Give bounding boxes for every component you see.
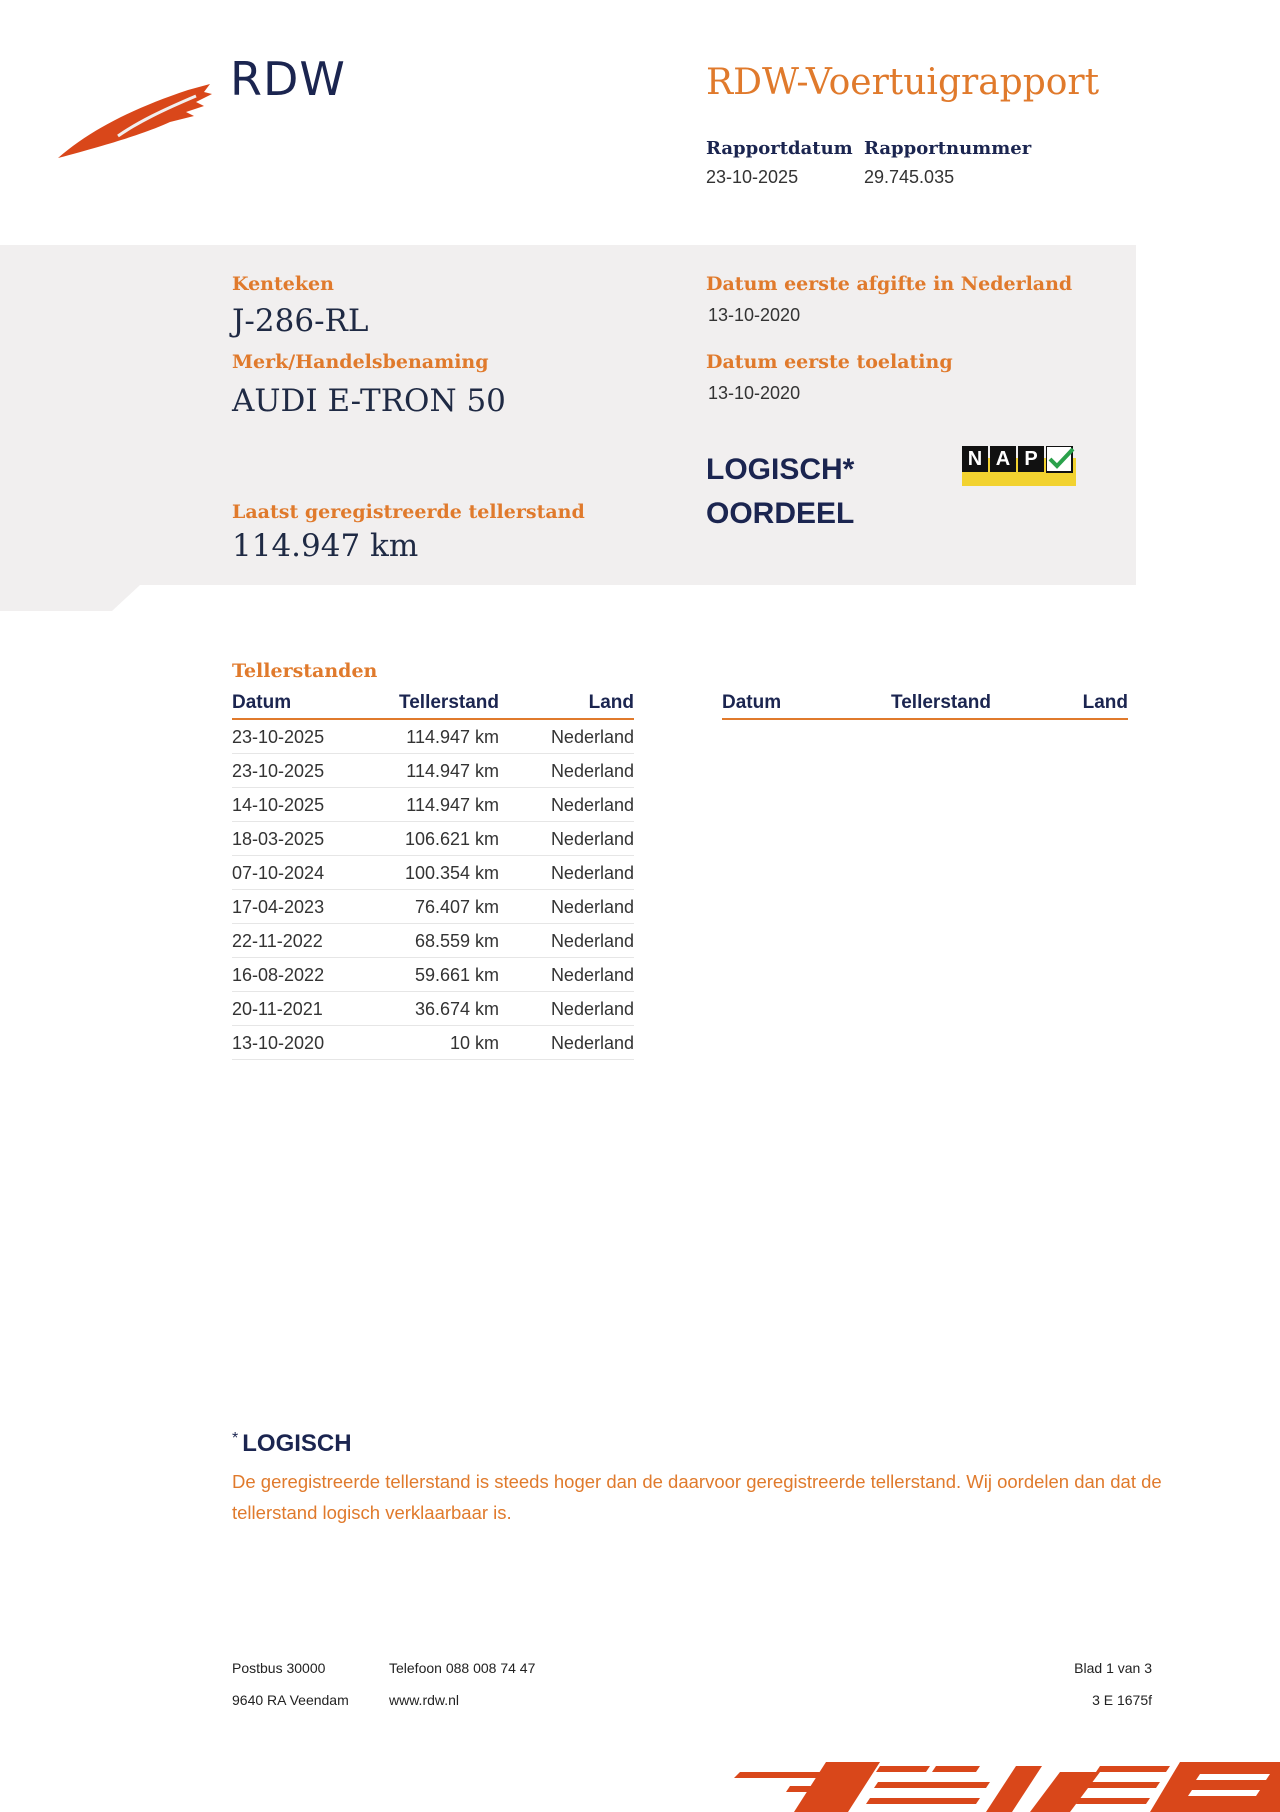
footer-website[interactable]: www.rdw.nl xyxy=(389,1692,460,1708)
cell-land: Nederland xyxy=(550,863,634,883)
table-row xyxy=(232,924,634,958)
cell-datum: 07-10-2024 xyxy=(232,863,325,883)
footer-city: 9640 RA Veendam xyxy=(232,1692,349,1708)
cell-tellerstand: 114.947 km xyxy=(406,795,499,815)
cell-land: Nederland xyxy=(550,727,634,747)
report-title: RDW-Voertuigrapport xyxy=(706,62,1100,103)
table-row xyxy=(232,788,634,822)
explanation-title xyxy=(232,1430,352,1458)
rapportdatum-value: 23-10-2025 xyxy=(706,167,799,187)
cell-datum: 17-04-2023 xyxy=(232,897,325,917)
cell-datum: 16-08-2022 xyxy=(232,965,325,985)
toelating-value: 13-10-2020 xyxy=(708,383,801,403)
kenteken-label: Kenteken xyxy=(232,273,334,295)
nap-letter-p: P xyxy=(1018,446,1044,472)
column-header-tellerstand: Tellerstand xyxy=(399,692,499,713)
nap-letter-n: N xyxy=(962,446,988,472)
cell-land: Nederland xyxy=(550,761,634,781)
panel-tail-shape xyxy=(0,585,140,611)
cell-tellerstand: 10 km xyxy=(449,1033,499,1053)
cell-tellerstand: 100.354 km xyxy=(404,863,499,883)
verdict-line-1: LOGISCH* xyxy=(706,453,855,486)
rdw-logo-icon xyxy=(58,82,214,162)
decorative-stripes xyxy=(730,1762,1280,1812)
cell-land: Nederland xyxy=(550,829,634,849)
footer-telefoon: Telefoon 088 008 74 47 xyxy=(389,1660,536,1676)
cell-datum: 13-10-2020 xyxy=(232,1033,325,1053)
table-row xyxy=(232,822,634,856)
cell-tellerstand: 76.407 km xyxy=(414,897,499,917)
tellerstand-label: Laatst geregistreerde tellerstand xyxy=(232,501,585,523)
column-header-datum: Datum xyxy=(722,692,782,713)
column-header-land: Land xyxy=(588,692,634,713)
table-header xyxy=(722,690,1128,720)
verdict xyxy=(706,448,854,536)
explanation-text: De geregistreerde tellerstand is steeds hoger dan de daarvoor geregistreerde tellerstand. Wij oordelen dan dat de tellerstand logisch verklaarbaar is. xyxy=(232,1471,1162,1523)
cell-land: Nederland xyxy=(550,931,634,951)
rapportdatum-label: Rapportdatum xyxy=(706,138,853,159)
table-row xyxy=(232,720,634,754)
column-header-datum: Datum xyxy=(232,692,292,713)
afgifte-label: Datum eerste afgifte in Nederland xyxy=(706,273,1073,295)
tellerstanden-title: Tellerstanden xyxy=(232,660,378,682)
footer-postbus: Postbus 30000 xyxy=(232,1660,326,1676)
table-row xyxy=(232,958,634,992)
explanation-title-text: LOGISCH xyxy=(242,1430,352,1457)
cell-land: Nederland xyxy=(550,795,634,815)
table-row xyxy=(232,856,634,890)
cell-tellerstand: 59.661 km xyxy=(414,965,499,985)
cell-tellerstand: 68.559 km xyxy=(414,931,499,951)
rapportnummer-label: Rapportnummer xyxy=(864,138,1032,159)
column-header-tellerstand: Tellerstand xyxy=(891,692,991,713)
cell-tellerstand: 114.947 km xyxy=(406,727,499,747)
cell-datum: 20-11-2021 xyxy=(232,999,323,1019)
checkmark-icon xyxy=(1046,446,1076,476)
cell-datum: 14-10-2025 xyxy=(232,795,325,815)
cell-datum: 22-11-2022 xyxy=(232,931,323,951)
brand-name: RDW xyxy=(230,52,346,106)
cell-land: Nederland xyxy=(550,897,634,917)
table-row xyxy=(232,992,634,1026)
table-row xyxy=(232,754,634,788)
cell-land: Nederland xyxy=(550,965,634,985)
toelating-label: Datum eerste toelating xyxy=(706,351,953,373)
tellerstand-value: 114.947 km xyxy=(232,528,419,564)
asterisk: * xyxy=(232,1430,239,1447)
vehicle-summary-panel xyxy=(0,245,1136,585)
table-row xyxy=(232,1026,634,1060)
rapportnummer-value: 29.745.035 xyxy=(864,167,955,187)
kenteken-value: J-286-RL xyxy=(232,303,369,339)
cell-datum: 23-10-2025 xyxy=(232,727,325,747)
table-header xyxy=(232,690,634,720)
merk-value: AUDI E-TRON 50 xyxy=(232,383,506,419)
cell-tellerstand: 36.674 km xyxy=(414,999,499,1019)
cell-tellerstand: 106.621 km xyxy=(404,829,499,849)
footer-code: 3 E 1675f xyxy=(1092,1692,1152,1708)
verdict-line-2: OORDEEL xyxy=(706,497,855,530)
column-header-land: Land xyxy=(1082,692,1128,713)
nap-letter-a: A xyxy=(990,446,1016,472)
cell-land: Nederland xyxy=(550,999,634,1019)
cell-land: Nederland xyxy=(550,1033,634,1053)
merk-label: Merk/Handelsbenaming xyxy=(232,351,489,373)
cell-datum: 23-10-2025 xyxy=(232,761,325,781)
cell-tellerstand: 114.947 km xyxy=(406,761,499,781)
cell-datum: 18-03-2025 xyxy=(232,829,325,849)
nap-logo xyxy=(962,446,1076,490)
footer-page-number: Blad 1 van 3 xyxy=(1074,1660,1152,1676)
table-row xyxy=(232,890,634,924)
afgifte-value: 13-10-2020 xyxy=(708,305,801,325)
